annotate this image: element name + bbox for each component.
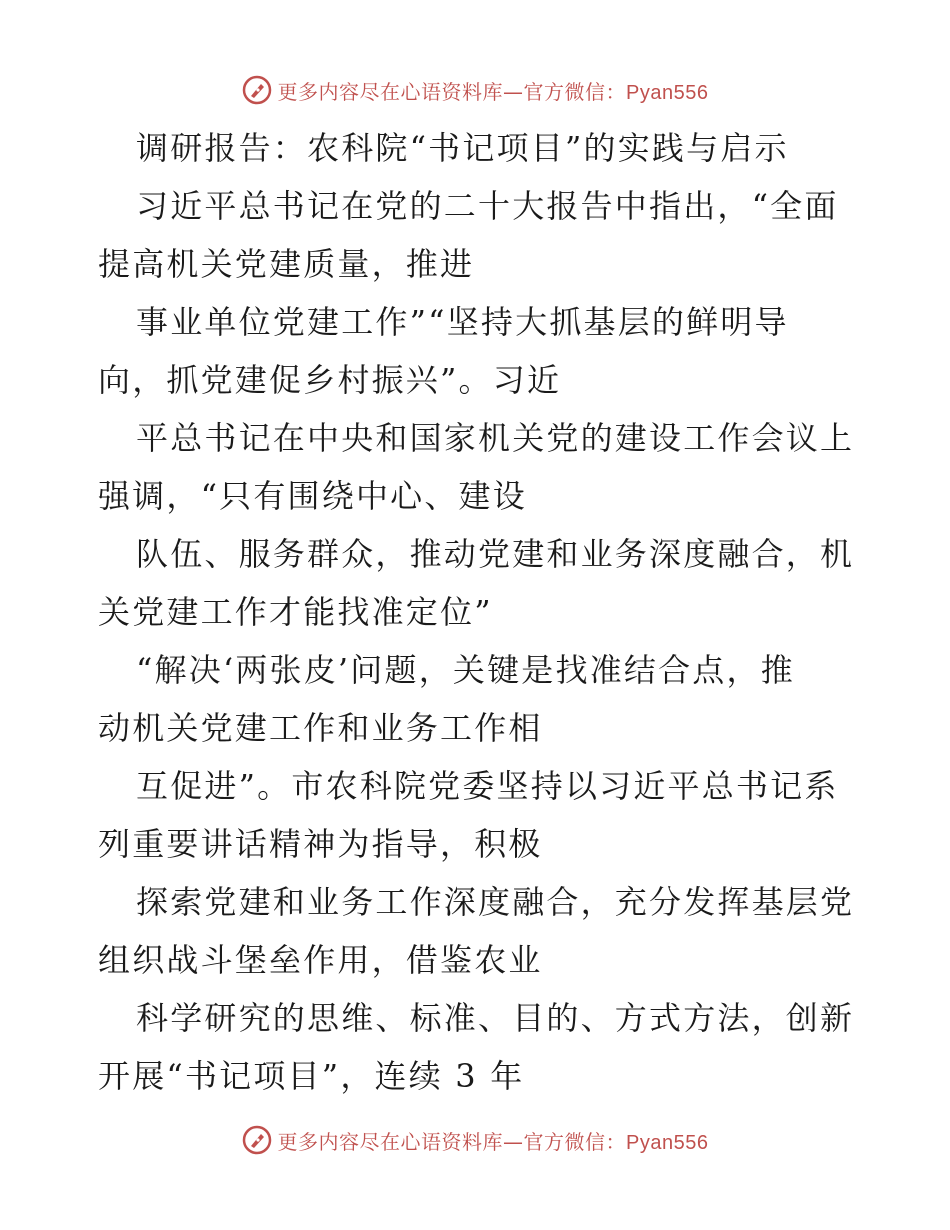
paragraph-line: 队伍、服务群众，推动党建和业务深度融合，机 — [136, 535, 855, 573]
paragraph-line: 习近平总书记在党的二十大报告中指出，“全面 — [136, 187, 839, 225]
paragraph-line: 平总书记在中央和国家机关党的建设工作会议上 — [136, 419, 855, 457]
document-title: 调研报告：农科院“书记项目”的实践与启示 — [136, 129, 789, 167]
pen-nib-circle-icon — [242, 75, 272, 105]
paragraph-line: 互促进”。市农科院党委坚持以习近平总书记系 — [136, 767, 839, 805]
paragraph-line: 科学研究的思维、标准、目的、方式方法，创新 — [136, 999, 855, 1037]
watermark-text: 更多内容尽在心语资料库—官方微信：Pyan556 — [277, 79, 709, 104]
pen-nib-circle-icon — [242, 1125, 272, 1155]
watermark-header — [0, 70, 950, 110]
watermark-text: 更多内容尽在心语资料库—官方微信：Pyan556 — [277, 1129, 709, 1154]
wechat-id: Pyan556 — [626, 81, 709, 104]
paragraph-line: “解决‘两张皮’问题，关键是找准结合点，推 — [136, 651, 795, 689]
paragraph-line: 关党建工作才能找准定位” — [98, 593, 493, 631]
paragraph-line: 列重要讲话精神为指导，积极 — [98, 825, 543, 863]
paragraph-line: 组织战斗堡垒作用，借鉴农业 — [98, 941, 543, 979]
paragraph-line: 提高机关党建质量，推进 — [98, 245, 475, 283]
paragraph-line: 动机关党建工作和业务工作相 — [98, 709, 543, 747]
paragraph-line: 开展“书记项目”，连续 3 年 — [98, 1057, 525, 1095]
wechat-id: Pyan556 — [626, 1131, 709, 1154]
paragraph-line: 事业单位党建工作”“坚持大抓基层的鲜明导 — [136, 303, 789, 341]
paragraph-line: 向，抓党建促乡村振兴”。习近 — [98, 361, 562, 399]
paragraph-line: 强调，“只有围绕中心、建设 — [98, 477, 527, 515]
watermark-footer — [0, 1120, 950, 1160]
paragraph-line: 探索党建和业务工作深度融合，充分发挥基层党 — [136, 883, 855, 921]
